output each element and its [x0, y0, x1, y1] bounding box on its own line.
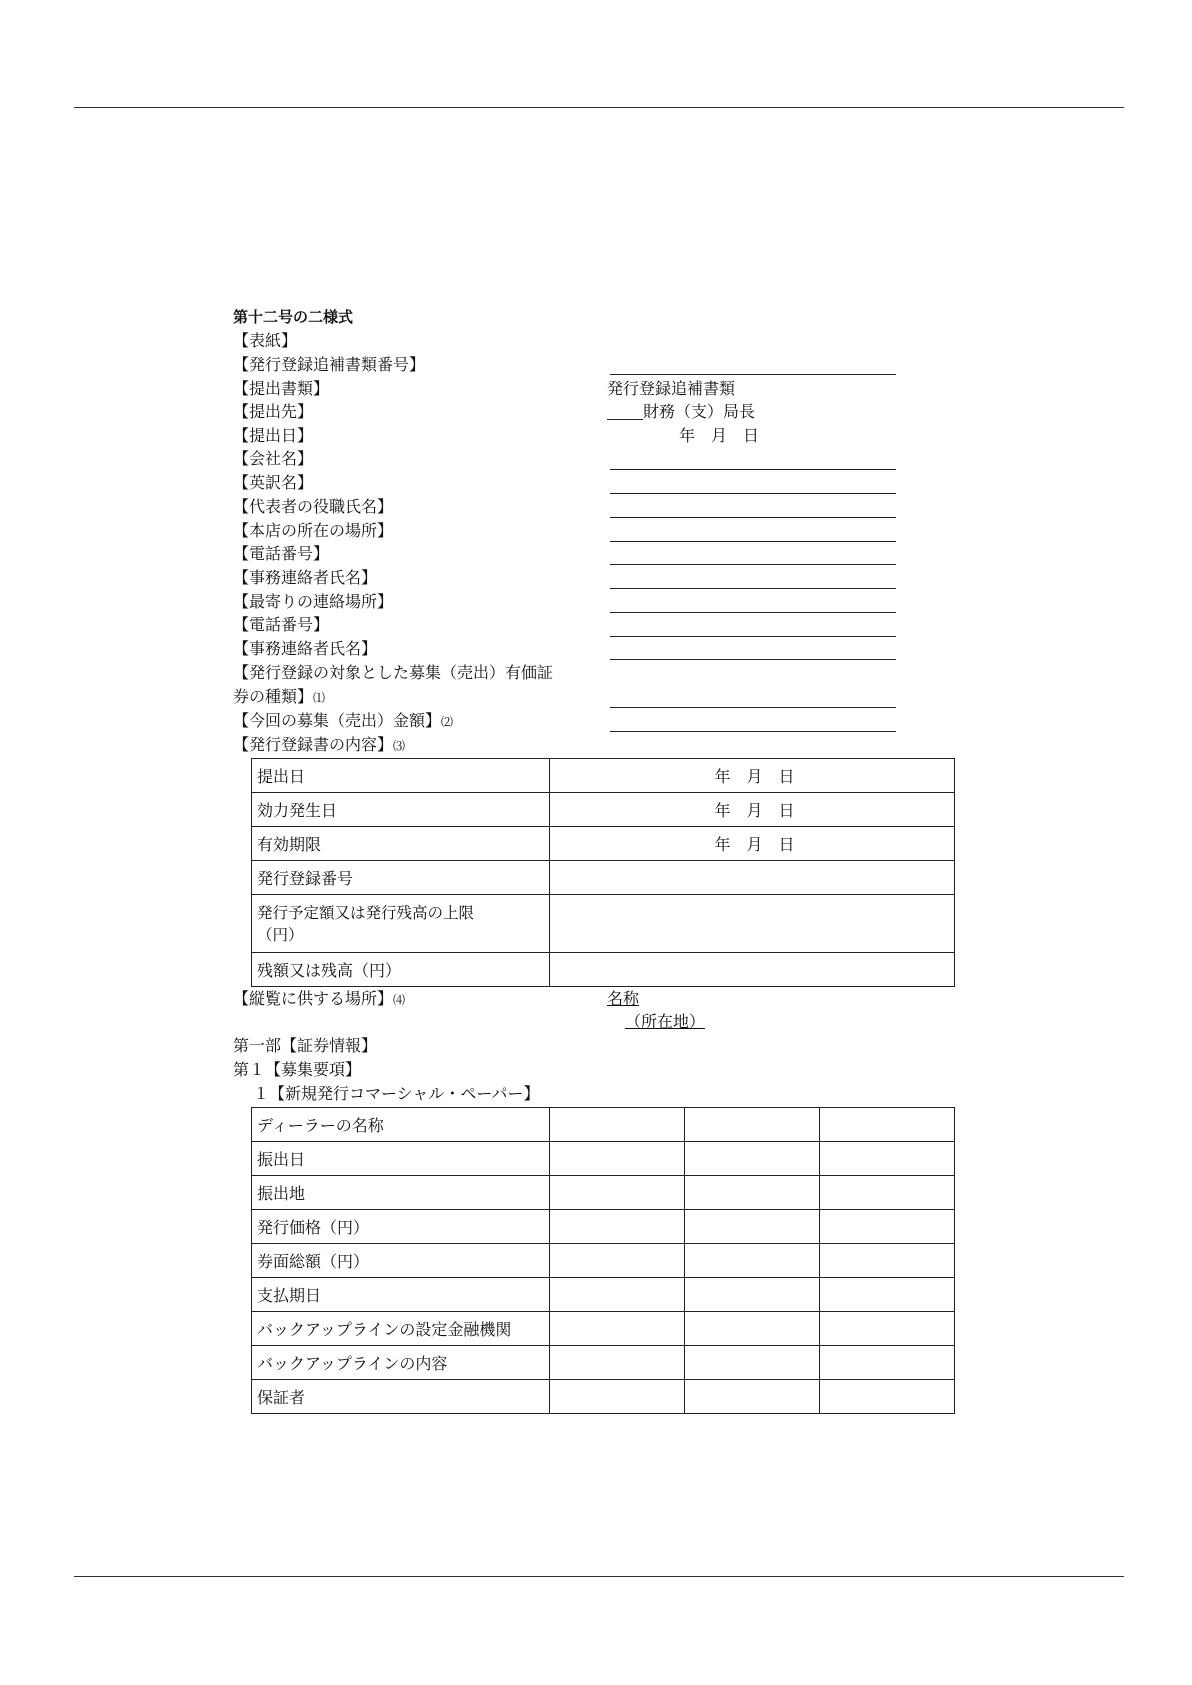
table-row [252, 1346, 955, 1380]
field-line-6 [610, 517, 896, 518]
registration-contents-note: ⑶ [393, 739, 406, 753]
cp-row-cell [685, 1380, 820, 1414]
registration-row-value [550, 895, 955, 953]
table-row [252, 1108, 955, 1142]
field-line-9 [610, 588, 896, 589]
field-label-6: 【代表者の役職氏名】 [233, 497, 394, 516]
cp-row-label: 支払期日 [252, 1278, 550, 1312]
field-label-3: 【提出日】 [233, 426, 314, 445]
registration-row-value [550, 861, 955, 895]
cp-row-cell [820, 1346, 955, 1380]
amount-label: 【今回の募集（売出）金額】⑵ [233, 711, 454, 730]
cp-row-cell [685, 1142, 820, 1176]
cp-row-cell [550, 1380, 685, 1414]
registration-row-label [252, 895, 550, 953]
cp-row-cell [685, 1346, 820, 1380]
field-label-8: 【電話番号】 [233, 544, 330, 563]
table-row [252, 827, 955, 861]
table-row [252, 1176, 955, 1210]
table-row [252, 895, 955, 953]
field-label-5: 【英訳名】 [233, 473, 314, 492]
field-line-7 [610, 541, 896, 542]
field-label-11: 【電話番号】 [233, 615, 330, 634]
field-line-5 [610, 493, 896, 494]
cp-row-cell [685, 1210, 820, 1244]
cp-row-cell [550, 1244, 685, 1278]
part1-subsection: １【新規発行コマーシャル・ペーパー】 [253, 1084, 540, 1103]
form-title: 第十二号の二様式 [233, 308, 354, 326]
cp-row-cell [820, 1312, 955, 1346]
cp-row-cell [820, 1142, 955, 1176]
table-row [252, 1210, 955, 1244]
cp-row-cell [550, 1312, 685, 1346]
part1-heading: 第一部【証券情報】 [233, 1036, 378, 1055]
field-value-1: 発行登録追補書類 [607, 379, 736, 398]
inspection-label: 【縦覧に供する場所】⑷ [233, 989, 406, 1008]
field-label-9: 【事務連絡者氏名】 [233, 568, 378, 587]
cp-row-label: 保証者 [252, 1380, 550, 1414]
table-row [252, 1278, 955, 1312]
field-label-10: 【最寄りの連絡場所】 [233, 592, 394, 611]
table-row [252, 793, 955, 827]
table-row [252, 1312, 955, 1346]
cp-row-label: バックアップラインの内容 [252, 1346, 550, 1380]
registration-row-value [550, 953, 955, 987]
registration-row-label-line1: 発行予定額又は発行残高の上限 [257, 903, 475, 922]
cp-row-label: ディーラーの名称 [252, 1108, 550, 1142]
header-rule [74, 107, 1124, 108]
registration-table [251, 758, 955, 987]
securities-type-line1: 【発行登録の対象とした募集（売出）有価証 [233, 663, 554, 682]
cp-row-cell [685, 1244, 820, 1278]
cp-row-label: 券面総額（円） [252, 1244, 550, 1278]
field-label-12: 【事務連絡者氏名】 [233, 639, 378, 658]
cp-row-cell [550, 1142, 685, 1176]
field-value-3: 年 月 日 [679, 426, 760, 445]
registration-row-label-line2: （円） [257, 925, 304, 944]
table-row [252, 1244, 955, 1278]
cp-row-cell [685, 1312, 820, 1346]
cp-row-cell [820, 1176, 955, 1210]
cp-row-cell [550, 1108, 685, 1142]
table-row [252, 1142, 955, 1176]
cp-row-cell [550, 1278, 685, 1312]
cp-row-cell [685, 1108, 820, 1142]
table-row [252, 861, 955, 895]
amount-note: ⑵ [441, 715, 454, 729]
cp-row-cell [820, 1244, 955, 1278]
registration-row-label: 発行登録番号 [252, 861, 550, 895]
part1-section: 第１【募集要項】 [233, 1060, 362, 1079]
field-label-4: 【会社名】 [233, 449, 314, 468]
cp-row-cell [820, 1210, 955, 1244]
cp-row-cell [820, 1108, 955, 1142]
field-line-4 [610, 469, 896, 470]
cover-label: 【表紙】 [233, 331, 298, 350]
securities-type-note: ⑴ [313, 691, 326, 705]
field-line-11 [610, 636, 896, 637]
registration-row-value: 年 月 日 [550, 827, 955, 861]
cp-row-label: 振出日 [252, 1142, 550, 1176]
field-label-2: 【提出先】 [233, 402, 314, 421]
inspection-note: ⑷ [393, 993, 406, 1007]
field-line-10 [610, 612, 896, 613]
field-value-2: 財務（支）局長 [607, 401, 755, 423]
cp-row-label: 振出地 [252, 1176, 550, 1210]
cp-row-cell [685, 1176, 820, 1210]
registration-row-value: 年 月 日 [550, 793, 955, 827]
table-row [252, 953, 955, 987]
registration-row-label: 有効期限 [252, 827, 550, 861]
cp-row-label: バックアップラインの設定金融機関 [252, 1312, 550, 1346]
field-line-12 [610, 659, 896, 660]
inspection-location: （所在地） [625, 1012, 706, 1031]
cp-row-cell [820, 1278, 955, 1312]
securities-type-line [610, 707, 896, 708]
cp-row-label: 発行価格（円） [252, 1210, 550, 1244]
cp-row-cell [820, 1380, 955, 1414]
table-row [252, 1380, 955, 1414]
securities-type-line2: 券の種類】⑴ [233, 687, 326, 706]
inspection-name: 名称 [607, 989, 640, 1008]
field-line-0 [610, 374, 896, 375]
cp-row-cell [550, 1176, 685, 1210]
amount-line [610, 731, 896, 732]
cp-row-cell [550, 1210, 685, 1244]
table-row [252, 759, 955, 793]
registration-contents-label: 【発行登録書の内容】⑶ [233, 735, 406, 754]
field-line-8 [610, 564, 896, 565]
registration-row-label: 残額又は残高（円） [252, 953, 550, 987]
cp-row-cell [685, 1278, 820, 1312]
registration-row-value: 年 月 日 [550, 759, 955, 793]
registration-row-label: 提出日 [252, 759, 550, 793]
field-label-7: 【本店の所在の場所】 [233, 521, 394, 540]
registration-row-label: 効力発生日 [252, 793, 550, 827]
field-label-0: 【発行登録追補書類番号】 [233, 355, 426, 374]
footer-rule [74, 1576, 1124, 1577]
cp-row-cell [550, 1346, 685, 1380]
field-label-1: 【提出書類】 [233, 379, 330, 398]
cp-table [251, 1107, 955, 1414]
